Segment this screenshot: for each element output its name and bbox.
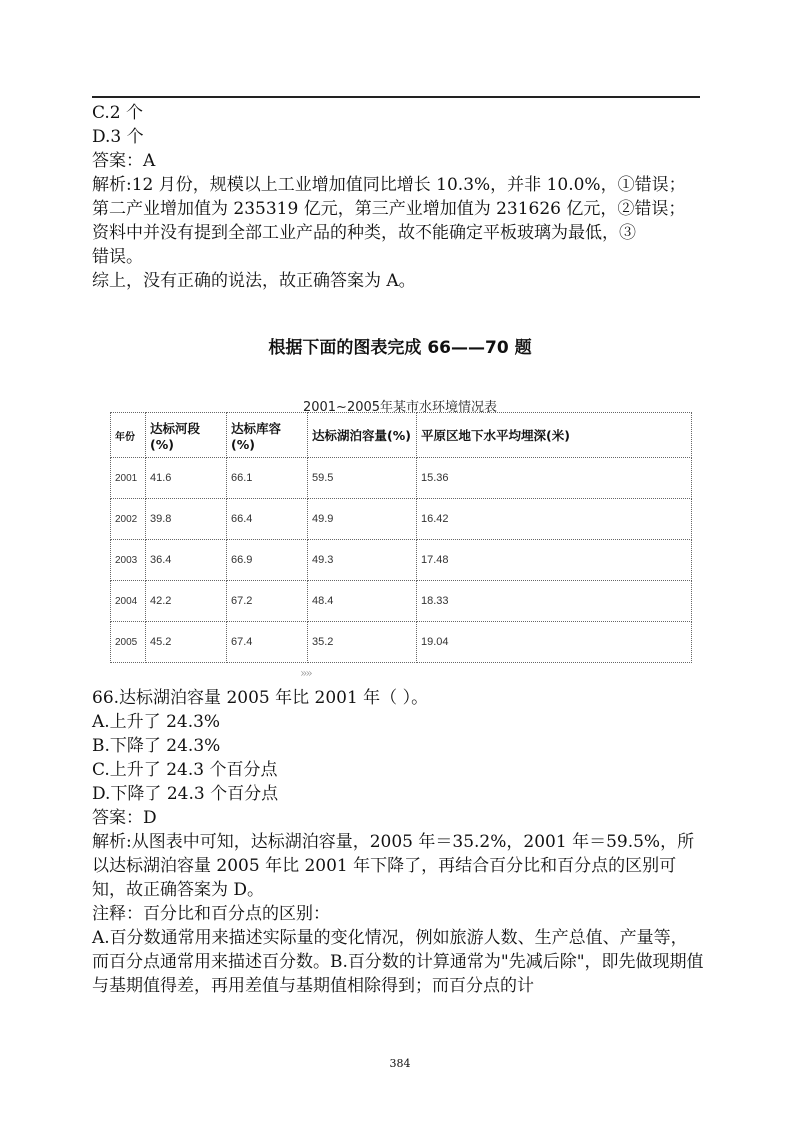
question-option-a: A.上升了 24.3% (92, 712, 221, 732)
table-row (111, 458, 692, 499)
previous-question-tail (92, 101, 704, 293)
cell-reservoir: 66.9 (227, 540, 308, 581)
cell-year: 2003 (111, 540, 146, 581)
cell-river: 41.6 (146, 458, 227, 499)
option-c: C.2 个 (92, 103, 144, 123)
summary-line: 综上，没有正确的说法，故正确答案为 A。 (92, 271, 416, 291)
table-row (111, 581, 692, 622)
header-groundwater: 平原区地下水平均埋深(米) (417, 413, 692, 458)
watermark-chevron-icon: »» (300, 666, 311, 680)
cell-year: 2001 (111, 458, 146, 499)
cell-river: 45.2 (146, 622, 227, 663)
water-environment-table (110, 412, 692, 663)
table-row (111, 622, 692, 663)
cell-groundwater: 15.36 (417, 458, 692, 499)
cell-groundwater: 16.42 (417, 499, 692, 540)
analysis-line: 第二产业增加值为 235319 亿元，第三产业增加值为 231626 亿元，②错误； (92, 199, 686, 219)
question-analysis: 解析:从图表中可知，达标湖泊容量，2005 年＝35.2%，2001 年＝59.5%，所以达标湖泊容量 2005 年比 2001 年下降了，再结合百分比和百分点的区别可知，故正确答案为 D。 (92, 832, 695, 900)
cell-groundwater: 19.04 (417, 622, 692, 663)
header-river: 达标河段(%) (146, 413, 227, 458)
cell-groundwater: 18.33 (417, 581, 692, 622)
table-row (111, 540, 692, 581)
cell-groundwater: 17.48 (417, 540, 692, 581)
question-stem: 66.达标湖泊容量 2005 年比 2001 年（ ）。 (92, 688, 429, 708)
cell-year: 2005 (111, 622, 146, 663)
header-lake: 达标湖泊容量(%) (308, 413, 417, 458)
header-reservoir: 达标库容(%) (227, 413, 308, 458)
table-header-row (111, 413, 692, 458)
table-caption: 2001~2005年某市水环境情况表 (302, 400, 498, 415)
cell-reservoir: 66.4 (227, 499, 308, 540)
cell-lake: 48.4 (308, 581, 417, 622)
analysis-line: 解析:12 月份，规模以上工业增加值同比增长 10.3%，并非 10.0%，①错误； (92, 175, 686, 195)
question-66 (92, 686, 704, 998)
section-heading: 根据下面的图表完成 66——70 题 (268, 338, 532, 358)
cell-lake: 49.3 (308, 540, 417, 581)
option-d: D.3 个 (92, 127, 144, 147)
analysis-line: 错误。 (92, 247, 143, 267)
answer-line: 答案：A (92, 151, 156, 171)
question-option-c: C.上升了 24.3 个百分点 (92, 760, 278, 780)
question-option-b: B.下降了 24.3% (92, 736, 221, 756)
note-body: A.百分数通常用来描述实际量的变化情况，例如旅游人数、生产总值、产量等，而百分点通常用来描述百分数。B.百分数的计算通常为"先减后除"，即先做现期值与基期值得差，再用差值与基期值相除得到；而百分点的计 (92, 928, 704, 996)
cell-river: 36.4 (146, 540, 227, 581)
question-option-d: D.下降了 24.3 个百分点 (92, 784, 279, 804)
table-row (111, 499, 692, 540)
cell-reservoir: 66.1 (227, 458, 308, 499)
cell-lake: 35.2 (308, 622, 417, 663)
cell-year: 2002 (111, 499, 146, 540)
question-answer: 答案：D (92, 808, 157, 828)
cell-reservoir: 67.2 (227, 581, 308, 622)
cell-river: 42.2 (146, 581, 227, 622)
top-rule (92, 96, 700, 98)
cell-lake: 49.9 (308, 499, 417, 540)
cell-reservoir: 67.4 (227, 622, 308, 663)
cell-river: 39.8 (146, 499, 227, 540)
header-year: 年份 (111, 413, 146, 458)
page-number: 384 (389, 1057, 411, 1070)
note-title: 注释：百分比和百分点的区别： (92, 904, 330, 924)
analysis-line: 资料中并没有提到全部工业产品的种类，故不能确定平板玻璃为最低，③ (92, 223, 636, 243)
cell-lake: 59.5 (308, 458, 417, 499)
cell-year: 2004 (111, 581, 146, 622)
